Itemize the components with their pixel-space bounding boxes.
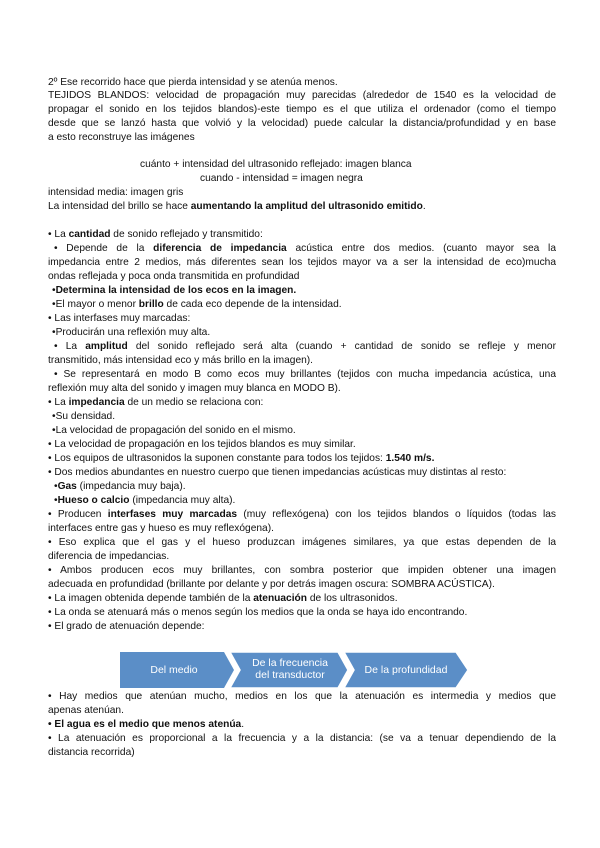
text-line-content: •La velocidad de propagación del sonido en el mismo. <box>52 425 296 436</box>
text-line-content: ondas reflejada y poca onda transmitida en profundidad <box>48 271 300 282</box>
flow-step-label-frecuencia-line2: del transductor <box>255 669 325 681</box>
text-line-content: • La velocidad de propagación en los tejidos blandos es muy similar. <box>48 439 356 450</box>
text-line-suffix: . <box>241 719 245 730</box>
text-line <box>48 578 556 592</box>
text-line-content: reflexión muy alta del sonido y imagen muy blanca en MODO B). <box>48 383 341 394</box>
text-line <box>54 494 556 508</box>
text-line-content: diferencia de impedancias. <box>48 551 170 562</box>
text-line-content: TEJIDOS BLANDOS: velocidad de propagación muy parecidas (alrededor de 1540 es la velocidad de <box>48 90 556 101</box>
text-line-emphasis: Hueso o calcio <box>57 495 130 506</box>
text-line <box>48 396 556 410</box>
text-line-content: • Las interfases muy marcadas: <box>48 313 191 324</box>
text-line <box>52 298 556 312</box>
attenuation-factors-diagram <box>120 652 468 688</box>
text-line-content: desde que se lanzó hasta que volvió y la velocidad) puede calcular la distancia/profundidad y en base <box>48 118 556 129</box>
text-line-content: adecuada en profundidad (brillante por delante y por detrás imagen oscura: SOMBRA ACÚSTICA). <box>48 579 495 590</box>
text-line-emphasis: cantidad <box>68 229 111 240</box>
text-line-content: • Hay medios que atenúan mucho, medios en los que la atenuación es intermedia y medios que <box>48 691 556 702</box>
text-line <box>48 732 556 746</box>
text-line-prefix: • La <box>54 341 86 352</box>
text-line <box>48 564 556 578</box>
text-line-prefix: La intensidad del brillo se hace <box>48 201 191 212</box>
text-line <box>48 536 556 550</box>
text-line-emphasis: aumentando la amplitud del ultrasonido emitido <box>190 201 423 212</box>
text-line-content: • El grado de atenuación depende: <box>48 621 205 632</box>
text-line <box>140 158 556 172</box>
text-line-emphasis: amplitud <box>85 341 128 352</box>
flow-step-label-medio: Del medio <box>150 664 198 676</box>
text-line <box>48 522 556 536</box>
text-line <box>48 200 556 214</box>
text-line-content: intensidad media: imagen gris <box>48 187 184 198</box>
text-line <box>48 592 556 606</box>
text-line-emphasis: • El agua es el medio que menos atenúa <box>48 719 242 730</box>
text-line <box>48 382 556 396</box>
text-line-content: • Se representará en modo B como ecos muy brillantes (tejidos con mucha impedancia acústica, una <box>54 369 556 380</box>
text-line-content: impedancia entre 2 medios, más diferentes sean los tejidos mayor va a ser la intensidad de eco)mucha <box>48 257 556 268</box>
text-line-content: 2º Ese recorrido hace que pierda intensidad y se atenúa menos. <box>48 77 338 88</box>
text-line-suffix: . <box>422 201 426 212</box>
text-line <box>48 117 556 131</box>
text-line <box>48 452 556 466</box>
text-line <box>48 704 556 718</box>
text-line <box>200 172 556 186</box>
text-line-content: • La atenuación es proporcional a la frecuencia y a la distancia: (se va a tenuar dependiendo de la <box>48 733 556 744</box>
text-line-suffix: acústica entre dos medios. (cuanto mayor sea la <box>286 243 556 254</box>
text-line <box>48 718 556 732</box>
text-line-suffix: (muy reflexógena) con los tejidos blandos o líquidos (todas las <box>237 509 556 520</box>
text-line-prefix: • La imagen obtenida depende también de la <box>48 593 254 604</box>
text-line-suffix: de los ultrasonidos. <box>307 593 398 604</box>
text-line-content: cuando - intensidad = imagen negra <box>200 173 363 184</box>
text-line-emphasis: diferencia de impedancia <box>153 243 287 254</box>
text-line-content: interfaces entre gas y hueso es muy reflexógena). <box>48 523 274 534</box>
flow-step-label-frecuencia-line1: De la frecuencia <box>252 657 328 669</box>
text-line <box>52 326 556 340</box>
text-line-emphasis: Gas <box>57 481 77 492</box>
text-line <box>48 89 556 103</box>
text-line-suffix: (impedancia muy alta). <box>129 495 236 506</box>
text-line <box>54 368 556 382</box>
text-line <box>48 508 556 522</box>
text-line <box>48 131 556 145</box>
text-line-prefix: •El mayor o menor <box>52 299 139 310</box>
text-line <box>52 410 556 424</box>
text-line-suffix: (impedancia muy baja). <box>76 481 186 492</box>
text-line-prefix: • La <box>48 229 69 240</box>
text-line-content: distancia recorrida) <box>48 747 135 758</box>
text-line-content: cuánto + intensidad del ultrasonido reflejado: imagen blanca <box>140 159 412 170</box>
text-line-content: • Ambos producen ecos muy brillantes, con sombra posterior que impiden obtener una imagen <box>48 565 556 576</box>
text-line-emphasis: atenuación <box>253 593 307 604</box>
text-line <box>48 103 556 117</box>
text-line <box>48 186 556 200</box>
text-line-emphasis: impedancia <box>68 397 125 408</box>
text-line <box>54 242 556 256</box>
text-line <box>48 746 556 760</box>
text-line-prefix: • <box>54 481 58 492</box>
text-line-prefix: • Los equipos de ultrasonidos la suponen constante para todos los tejidos: <box>48 453 386 464</box>
text-line <box>48 606 556 620</box>
text-line <box>48 466 556 480</box>
text-line-emphasis: brillo <box>138 299 164 310</box>
text-line <box>48 256 556 270</box>
text-line <box>48 438 556 452</box>
flow-step-label-frecuencia <box>240 657 340 681</box>
text-line-content: propagar el sonido en los tejidos blandos)-este tiempo es el que utiliza el ordenador (como el tiempo <box>48 104 556 115</box>
text-line <box>48 270 556 284</box>
text-line-prefix: • La <box>48 397 69 408</box>
text-line-content: apenas atenúan. <box>48 705 124 716</box>
flow-step-label-profundidad: De la profundidad <box>364 664 448 676</box>
text-line-emphasis: interfases muy marcadas <box>107 509 238 520</box>
text-line <box>48 690 556 704</box>
text-line <box>48 312 556 326</box>
text-line-content: a esto reconstruye las imágenes <box>48 132 195 143</box>
text-line <box>48 228 556 242</box>
text-line-prefix: • <box>52 285 56 296</box>
text-line <box>52 284 556 298</box>
text-line-content: •Su densidad. <box>52 411 116 422</box>
text-line <box>48 550 556 564</box>
text-line-prefix: • Depende de la <box>54 243 154 254</box>
text-line-content: • La onda se atenuará más o menos según los medios que la onda se haya ido encontrando. <box>48 607 468 618</box>
text-line-prefix: • Producen <box>48 509 108 520</box>
text-line-suffix: de sonido reflejado y transmitido: <box>110 229 263 240</box>
text-line-suffix: del sonido reflejado será alta (cuando + cantidad de sonido se refleje y menor <box>127 341 556 352</box>
text-line-prefix: • <box>54 495 58 506</box>
text-line <box>48 76 556 90</box>
text-line <box>54 340 556 354</box>
text-line-content: transmitido, más intensidad eco y más brillo en la imagen). <box>48 355 313 366</box>
text-line-content: • Eso explica que el gas y el hueso produzcan imágenes similares, ya que estas dependen de la <box>48 537 556 548</box>
text-line-suffix: de cada eco depende de la intensidad. <box>163 299 342 310</box>
text-line-emphasis: 1.540 m/s. <box>385 453 435 464</box>
text-line <box>52 424 556 438</box>
text-line-suffix: de un medio se relaciona con: <box>124 397 264 408</box>
text-line-content: • Dos medios abundantes en nuestro cuerpo que tienen impedancias acústicas muy distintas al resto: <box>48 467 507 478</box>
text-line-content: •Producirán una reflexión muy alta. <box>52 327 211 338</box>
text-line <box>48 620 556 634</box>
text-line <box>48 354 556 368</box>
text-line-emphasis: Determina la intensidad de los ecos en la imagen. <box>55 285 297 296</box>
text-line <box>54 480 556 494</box>
